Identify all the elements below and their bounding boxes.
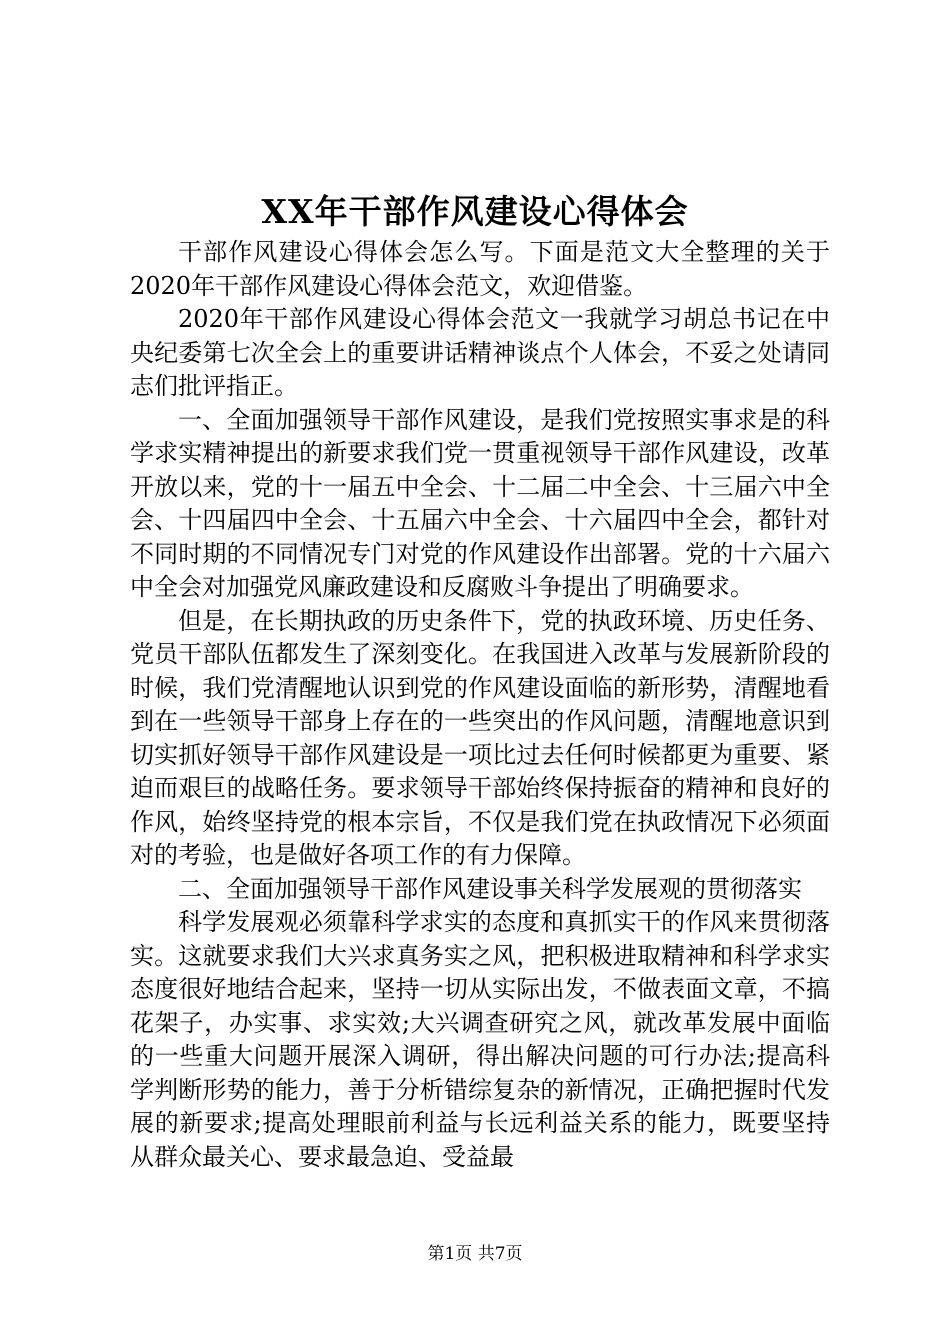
paragraph-intro: 干部作风建设心得体会怎么写。下面是范文大全整理的关于2020年干部作风建设心得体会范文，欢迎借鉴。 — [130, 238, 830, 300]
paragraph-sample-one: 2020年干部作风建设心得体会范文一我就学习胡总书记在中央纪委第七次全会上的重要讲话精神谈点个人体会，不妥之处请同志们批评指正。 — [130, 305, 830, 400]
page-number-footer: 第1页 共7页 — [427, 1244, 523, 1264]
paragraph-scientific-development: 科学发展观必须靠科学求实的态度和真抓实干的作风来贯彻落实。这就要求我们大兴求真务实之风，把积极进取精神和科学求实态度很好地结合起来，坚持一切从实际出发，不做表面文章，不搞花架子，办实事、求实效;大兴调查研究之风，就改革发展中面临的一些重大问题开展深入调研，得出解决问题的可行办法;提高科学判断形势的能力，善于分析错综复杂的新情况，正确把握时代发展的新要求;提高处理眼前利益与长远利益关系的能力，既要坚持从群众最关心、要求最急迫、受益最 — [130, 908, 830, 1171]
document-title: XX年干部作风建设心得体会 — [261, 192, 689, 231]
paragraph-section-one: 一、全面加强领导干部作风建设，是我们党按照实事求是的科学求实精神提出的新要求我们党一贯重视领导干部作风建设，改革开放以来，党的十一届五中全会、十二届二中全会、十三届六中全会、十四届四中全会、十五届六中全会、十六届四中全会，都针对不同时期的不同情况专门对党的作风建设作出部署。党的十六届六中全会对加强党风廉政建设和反腐败斗争提出了明确要求。 — [130, 405, 830, 601]
document-body — [130, 236, 830, 1174]
paragraph-section-two-heading: 二、全面加强领导干部作风建设事关科学发展观的贯彻落实 — [178, 874, 802, 903]
paragraph-however: 但是，在长期执政的历史条件下，党的执政环境、历史任务、党员干部队伍都发生了深刻变化。在我国进入改革与发展新阶段的时候，我们党清醒地认识到党的作风建设面临的新形势，清醒地看到在一些领导干部身上存在的一些突出的作风问题，清醒地意识到切实抓好领导干部作风建设是一项比过去任何时候都更为重要、紧迫而艰巨的战略任务。要求领导干部始终保持振奋的精神和良好的作风，始终坚持党的根本宗旨，不仅是我们党在执政情况下必须面对的考验，也是做好各项工作的有力保障。 — [130, 606, 830, 869]
